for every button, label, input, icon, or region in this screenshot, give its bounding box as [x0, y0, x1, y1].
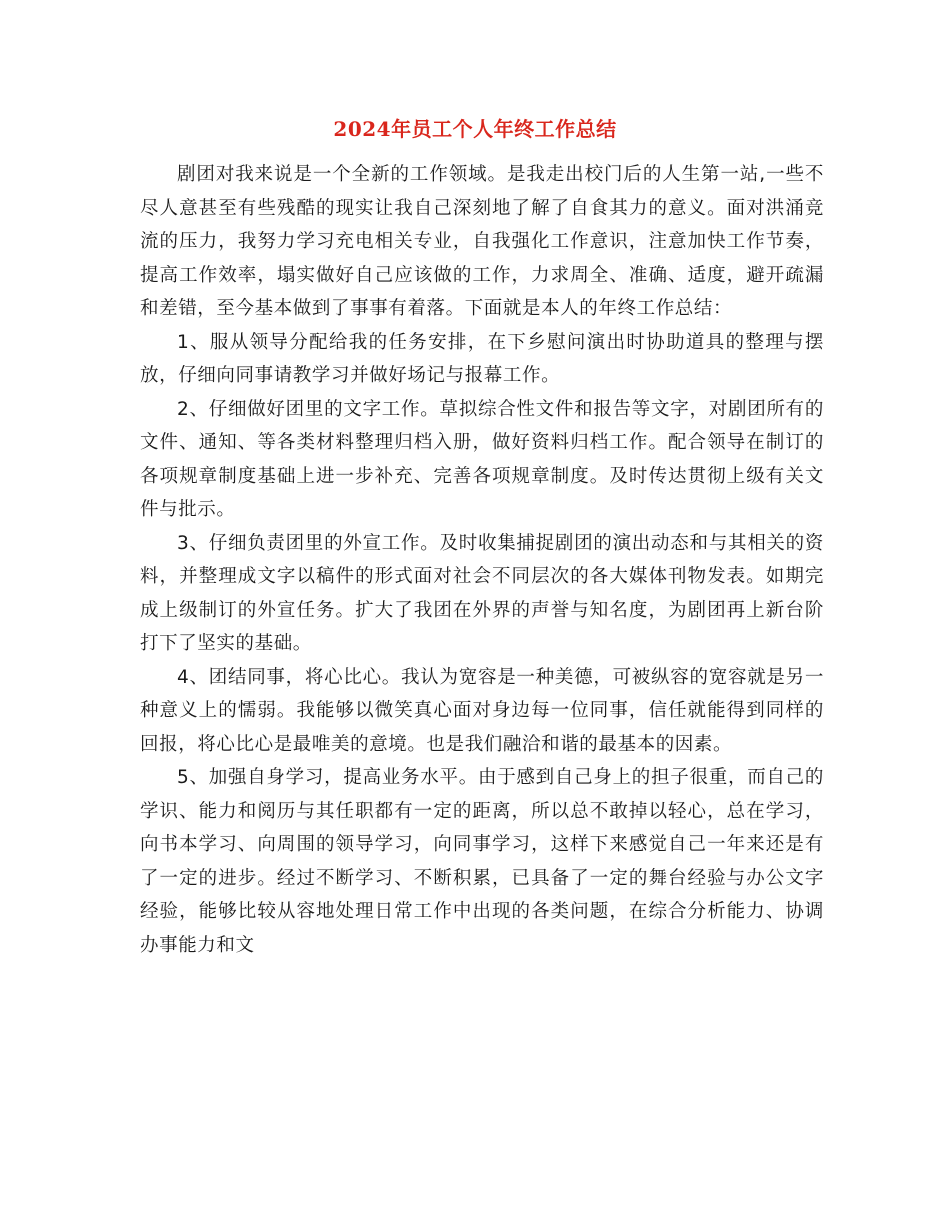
document-body: [140, 158, 824, 962]
paragraph-item-2: 2、仔细做好团里的文字工作。草拟综合性文件和报告等文字，对剧团所有的文件、通知、等各类材料整理归档入册，做好资料归档工作。配合领导在制订的各项规章制度基础上进一步补充、完善各项规章制度。及时传达贯彻上级有关文件与批示。: [140, 398, 824, 520]
paragraph-item-4: 4、团结同事，将心比心。我认为宽容是一种美德，可被纵容的宽容就是另一种意义上的懦弱。我能够以微笑真心面对身边每一位同事，信任就能得到同样的回报，将心比心是最唯美的意境。也是我们融洽和谐的最基本的因素。: [140, 666, 824, 755]
paragraph-item-5: 5、加强自身学习，提高业务水平。由于感到自己身上的担子很重，而自己的学识、能力和阅历与其任职都有一定的距离，所以总不敢掉以轻心，总在学习，向书本学习、向周围的领导学习，向同事学习，这样下来感觉自己一年来还是有了一定的进步。经过不断学习、不断积累，已具备了一定的舞台经验与办公文字经验，能够比较从容地处理日常工作中出现的各类问题，在综合分析能力、协调办事能力和文: [140, 767, 824, 956]
paragraph-intro: 剧团对我来说是一个全新的工作领域。是我走出校门后的人生第一站,一些不尽人意甚至有些残酷的现实让我自己深刻地了解了自食其力的意义。面对洪涌竞流的压力，我努力学习充电相关专业，自我强化工作意识，注意加快工作节奏，提高工作效率，塌实做好自己应该做的工作，力求周全、准确、适度，避开疏漏和差错，至今基本做到了事事有着落。下面就是本人的年终工作总结：: [140, 164, 824, 319]
paragraph-item-1: 1、服从领导分配给我的任务安排，在下乡慰问演出时协助道具的整理与摆放，仔细向同事请教学习并做好场记与报幕工作。: [140, 331, 824, 386]
document-title: 2024年员工个人年终工作总结: [333, 117, 617, 141]
paragraph-item-3: 3、仔细负责团里的外宣工作。及时收集捕捉剧团的演出动态和与其相关的资料，并整理成文字以稿件的形式面对社会不同层次的各大媒体刊物发表。如期完成上级制订的外宣任务。扩大了我团在外界的声誉与知名度，为剧团再上新台阶打下了坚实的基础。: [140, 532, 824, 654]
